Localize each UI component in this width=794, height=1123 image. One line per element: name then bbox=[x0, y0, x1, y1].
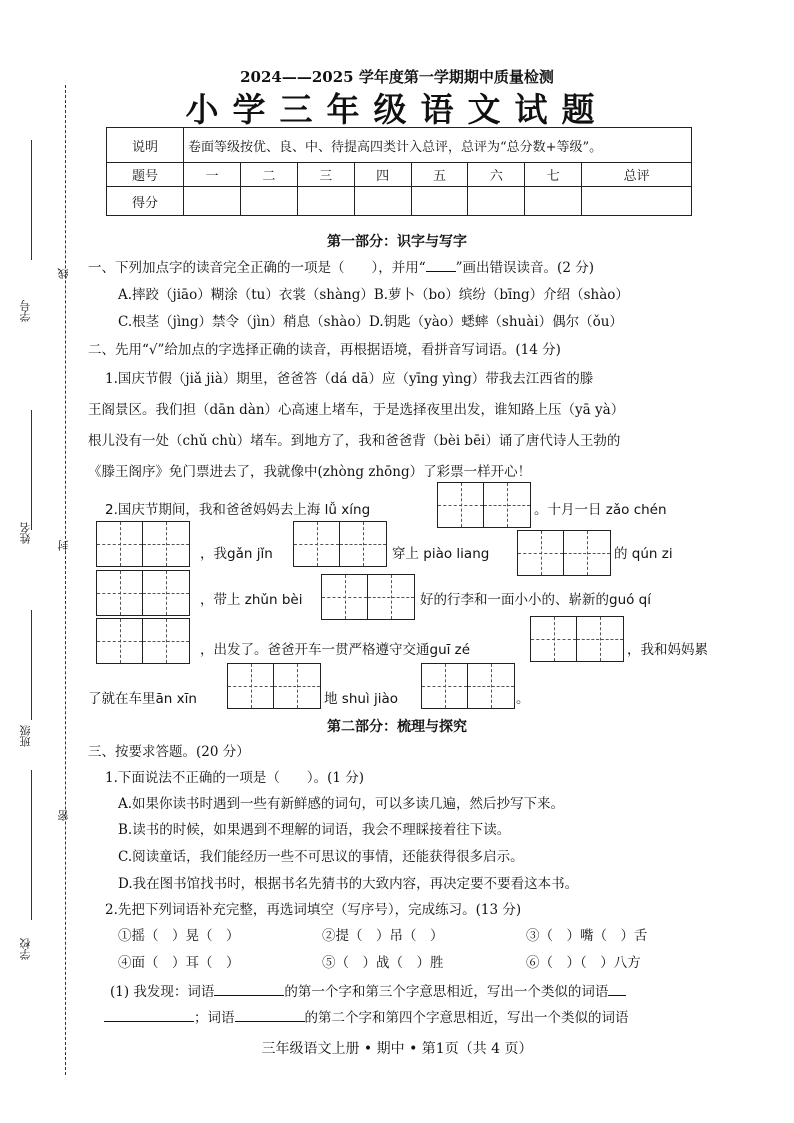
binding-char-feng: 封 bbox=[57, 540, 70, 551]
word-item-5: ⑤（ ）战（ ）胜 bbox=[322, 955, 444, 971]
binding-char-mi: 密 bbox=[57, 810, 70, 821]
score-cell[interactable] bbox=[525, 187, 582, 216]
score-cell[interactable] bbox=[297, 187, 354, 216]
col-6: 六 bbox=[468, 163, 525, 187]
q3-option-d: D.我在图书馆找书时，根据书名先猜书的大致内容，再决定要不要看这本书。 bbox=[118, 876, 579, 892]
score-cell[interactable] bbox=[582, 187, 692, 216]
writing-grid-qunzi[interactable] bbox=[96, 570, 190, 616]
q3-sub1: 1.下面说法不正确的一项是（ ）。(1 分) bbox=[105, 770, 365, 786]
name-field[interactable] bbox=[31, 410, 32, 530]
q1-prompt bbox=[88, 256, 594, 276]
q2-p1-line3: 根儿没有一处（chǔ chù）堵车。到地方了，我和爸爸背（bèi bēi）诵了唐代诗人王勃的 bbox=[88, 433, 621, 449]
writing-grid-guize[interactable] bbox=[530, 616, 624, 662]
q2-p2-text: 地 shuì jiào bbox=[324, 691, 399, 707]
q2-prompt: 二、先用“√”给加点的字选择正确的读音，再根据语境，看拼音写词语。(14 分) bbox=[88, 342, 561, 358]
q2-p2-text: 。 bbox=[516, 691, 530, 707]
find1-text-a: (1) 我发现：词语 bbox=[110, 984, 215, 1000]
writing-grid-shuijiao[interactable] bbox=[421, 663, 515, 709]
answer-blank[interactable] bbox=[104, 1021, 194, 1022]
exam-title: 小学三年级语文试题 bbox=[185, 90, 609, 129]
q2-p2-text: 穿上 piào liang bbox=[392, 546, 490, 562]
score-cell[interactable] bbox=[468, 187, 525, 216]
exam-subtitle: 2024——2025 学年度第一学期期中质量检测 bbox=[240, 68, 554, 86]
score-table bbox=[106, 127, 692, 216]
score-cell[interactable] bbox=[240, 187, 297, 216]
answer-blank[interactable] bbox=[608, 995, 626, 996]
answer-blank[interactable] bbox=[235, 1021, 305, 1022]
q1-option-cd: C.根茎（jìng）禁令（jìn）稍息（shào）D.钥匙（yào）蟋蟀（shuài）偶尔（ǒu） bbox=[118, 314, 623, 330]
writing-grid-zhunbei[interactable] bbox=[321, 574, 415, 620]
q2-p2-text: ，我gǎn jǐn bbox=[200, 546, 273, 562]
q2-p2-text: 。十月一日 zǎo chén bbox=[534, 502, 667, 518]
q2-p2-text: 的 qún zi bbox=[614, 546, 673, 562]
score-cell[interactable] bbox=[354, 187, 411, 216]
q1-option-ab: A.摔跤（jiāo）糊涂（tu）衣裳（shàng）B.萝卜（bo）缤纷（bīng）介绍（shào） bbox=[118, 287, 629, 303]
name-label: 姓名 bbox=[19, 522, 32, 544]
class-field[interactable] bbox=[31, 610, 32, 720]
score-cell[interactable] bbox=[184, 187, 241, 216]
q2-p2-text: 2.国庆节期间，我和爸爸妈妈去上海 lǚ xíng bbox=[105, 502, 371, 518]
writing-grid-anxin[interactable] bbox=[227, 663, 321, 709]
find1-text-b: 的第一个字和第三个字意思相近，写出一个类似的词语 bbox=[284, 984, 609, 1000]
q2-p2-text: ，我和妈妈累 bbox=[627, 642, 708, 658]
question-number-label: 题号 bbox=[107, 163, 184, 187]
q2-p2-text: 好的行李和一面小小的、崭新的guó qí bbox=[420, 592, 651, 608]
q3-option-b: B.读书的时候，如果遇到不理解的词语，我会不理睬接着往下读。 bbox=[118, 822, 511, 838]
find2-text-b: 的第二个字和第四个字意思相近，写出一个类似的词语 bbox=[304, 1010, 629, 1026]
underline-sample bbox=[426, 271, 456, 272]
word-item-4: ④面（ ）耳（ ） bbox=[118, 955, 240, 971]
word-item-2: ②提（ ）吊（ ） bbox=[322, 928, 444, 944]
part1-heading: 第一部分：识字与写字 bbox=[327, 234, 467, 250]
q3-option-c: C.阅读童话，我们能经历一些不可思议的事情，还能获得很多启示。 bbox=[118, 849, 524, 865]
col-5: 五 bbox=[411, 163, 468, 187]
student-id-label: 学号 bbox=[19, 300, 32, 322]
q2-p1-line4: 《滕王阁序》免门票进去了，我就像中(zhòng zhōng）了彩票一样开心！ bbox=[88, 464, 532, 480]
q3-option-a: A.如果你读书时遇到一些有新鲜感的词句，可以多读几遍，然后抄写下来。 bbox=[118, 796, 565, 812]
answer-blank[interactable] bbox=[214, 995, 284, 996]
word-item-1: ①摇（ ）晃（ ） bbox=[118, 928, 240, 944]
col-7: 七 bbox=[525, 163, 582, 187]
writing-grid-guoqi[interactable] bbox=[96, 618, 190, 664]
writing-grid-zaochen[interactable] bbox=[96, 521, 190, 567]
q2-p2-text: ，出发了。爸爸开车一贯严格遵守交通guī zé bbox=[200, 642, 471, 658]
col-total: 总评 bbox=[582, 163, 692, 187]
q2-p1-line2: 王阁景区。我们担（dān dàn）心高速上堵车，于是选择夜里出发，谁知路上压（yā yà） bbox=[88, 402, 625, 418]
score-cell[interactable] bbox=[411, 187, 468, 216]
col-2: 二 bbox=[240, 163, 297, 187]
q3-prompt: 三、按要求答题。(20 分） bbox=[88, 744, 250, 760]
writing-grid-piaoliang[interactable] bbox=[517, 530, 611, 576]
score-label: 得分 bbox=[107, 187, 184, 216]
writing-grid-ganjin[interactable] bbox=[293, 521, 387, 567]
word-item-6: ⑥（ ）（ ）八方 bbox=[526, 955, 641, 971]
find-line-1 bbox=[110, 980, 626, 1000]
note-label: 说明 bbox=[107, 128, 184, 163]
q2-p1-line1: 1.国庆节假（jiǎ jià）期里，爸爸答（dá dā）应（yīng yìng）带我去江西省的滕 bbox=[105, 371, 594, 387]
school-field[interactable] bbox=[31, 770, 32, 920]
school-label: 学校 bbox=[19, 938, 32, 960]
q3-sub2: 2.先把下列词语补充完整，再选词填空（写序号），完成练习。(13 分) bbox=[105, 902, 522, 918]
find-line-2 bbox=[104, 1006, 629, 1026]
part2-heading: 第二部分：梳理与探究 bbox=[327, 719, 467, 735]
col-4: 四 bbox=[354, 163, 411, 187]
q2-p2-text: ，带上 zhǔn bèi bbox=[200, 592, 303, 608]
class-label: 班级 bbox=[19, 725, 32, 747]
q1-prompt-pre: 一、下列加点字的读音完全正确的一项是（ ），并用“ bbox=[88, 260, 426, 276]
word-item-3: ③（ ）嘴（ ）舌 bbox=[526, 928, 648, 944]
note-text: 卷面等级按优、良、中、待提高四类计入总评，总评为“总分数+等级”。 bbox=[184, 128, 692, 163]
binding-char-xian: 线 bbox=[57, 268, 70, 279]
q2-p2-text: 了就在车里ān xīn bbox=[88, 691, 197, 707]
col-1: 一 bbox=[184, 163, 241, 187]
col-3: 三 bbox=[297, 163, 354, 187]
q1-prompt-post: ”画出错误读音。(2 分) bbox=[455, 260, 594, 276]
find2-text-a: ；词语 bbox=[194, 1010, 235, 1026]
page-footer: 三年级语文上册 • 期中 • 第1页（共 4 页） bbox=[261, 1041, 533, 1057]
writing-grid-lvxing[interactable] bbox=[437, 482, 531, 528]
